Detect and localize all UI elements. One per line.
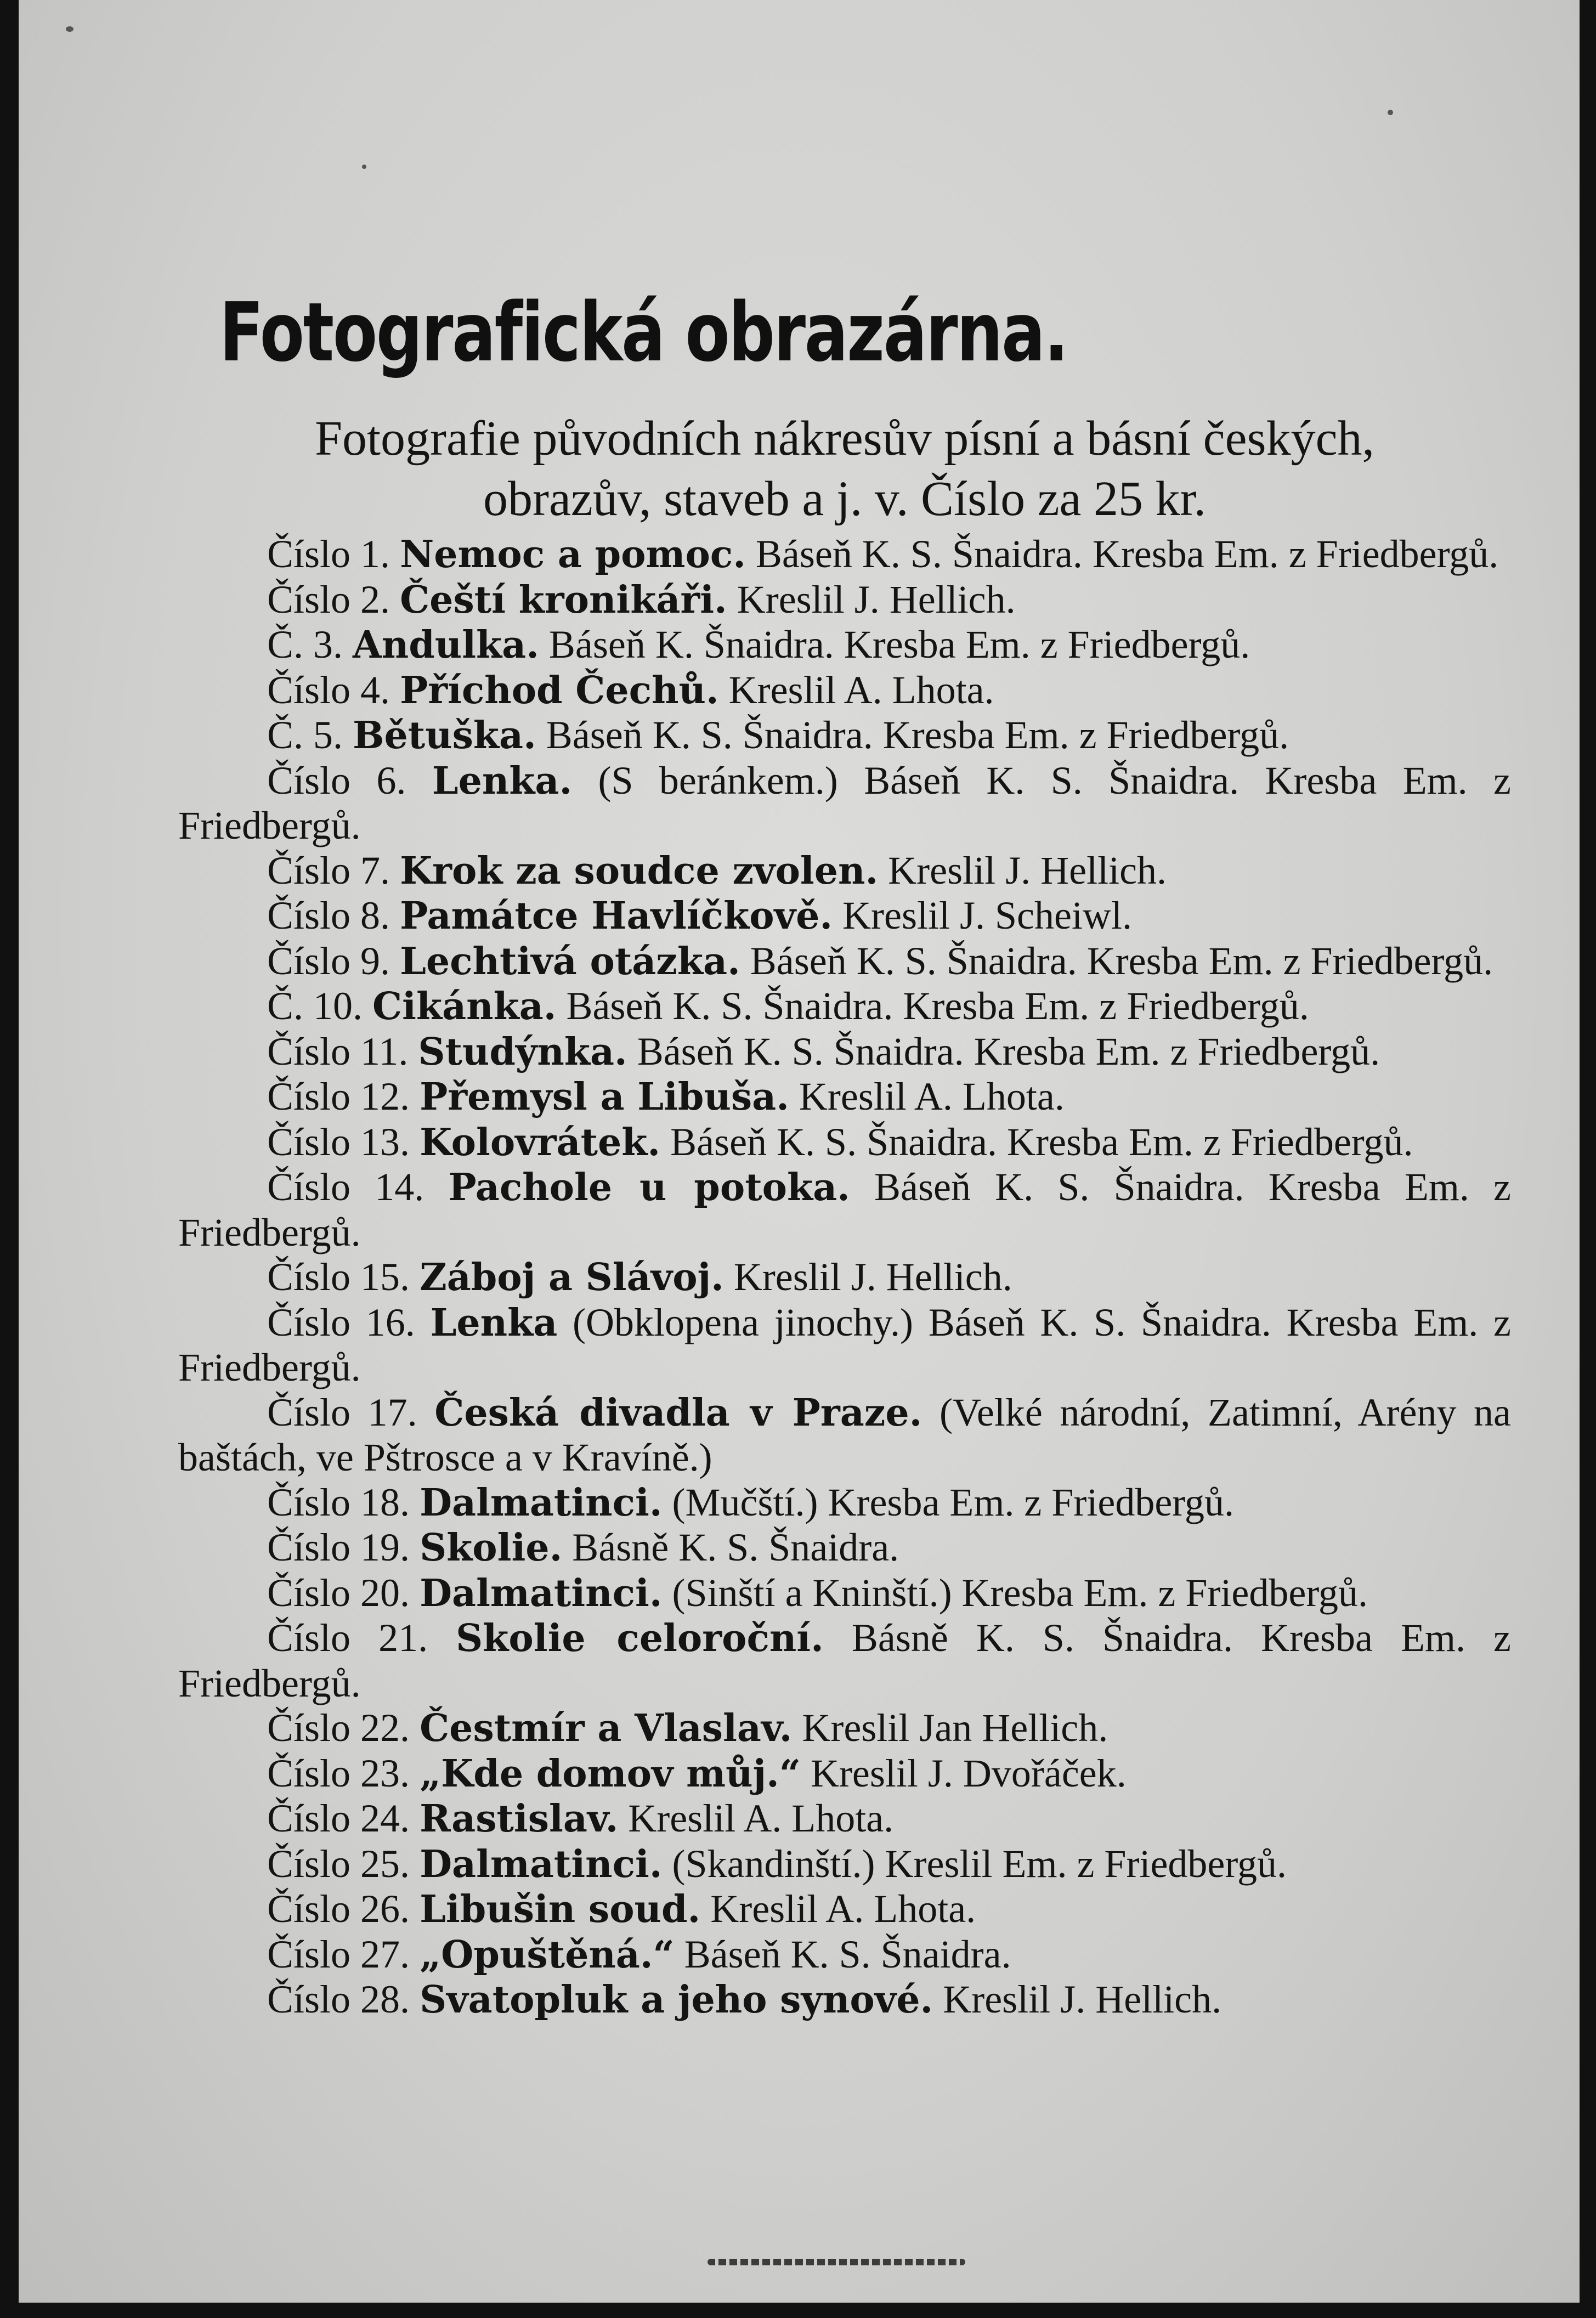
entry-number: Číslo 1.: [267, 532, 390, 576]
entry-text: Báseň K. S. Šnaidra. Kresba Em. z Friedbergů.: [750, 938, 1493, 983]
entry-title: Památce Havlíčkově.: [400, 894, 833, 938]
entry-text: Báseň K. Šnaidra. Kresba Em. z Friedbergů.: [548, 623, 1250, 666]
entry-title: Skolie celoroční.: [456, 1616, 824, 1660]
list-item: [178, 1706, 1511, 1751]
list-item: [178, 1571, 1511, 1616]
list-item: [178, 1932, 1511, 1978]
entry-title: Lenka.: [432, 759, 573, 803]
entry-text: Kreslil A. Lhota.: [628, 1796, 894, 1840]
entry-number: Číslo 26.: [267, 1887, 410, 1931]
entry-title: Čestmír a Vlaslav.: [420, 1706, 793, 1750]
entry-number: Číslo 12.: [267, 1075, 410, 1118]
entry-title: Pachole u potoka.: [448, 1166, 850, 1209]
list-item: [178, 1075, 1511, 1120]
list-item: [178, 1842, 1511, 1887]
list-item: [178, 1796, 1511, 1842]
entry-number: Číslo 21.: [267, 1616, 428, 1660]
entry-title: Skolie.: [420, 1526, 563, 1570]
entry-title: „Opuštěná.“: [420, 1932, 675, 1977]
entry-number: Číslo 28.: [267, 1977, 410, 2021]
entry-title: Přemysl a Libuša.: [420, 1075, 789, 1119]
entry-text: Báseň K. S. Šnaidra.: [684, 1932, 1011, 1976]
entry-text: Báseň K. S. Šnaidra. Kresba Em. z Friedbergů.: [637, 1029, 1380, 1073]
scan-edge-bottom: [0, 2303, 1596, 2318]
list-item: [178, 984, 1511, 1030]
entry-text: Báseň K. S. Šnaidra. Kresba Em. z Friedbergů.: [546, 713, 1289, 757]
entry-number: Číslo 9.: [267, 938, 390, 983]
entry-number: Číslo 4.: [267, 668, 390, 712]
entry-title: Bětuška.: [353, 714, 536, 757]
entry-title: „Kde domov můj.“: [420, 1751, 801, 1796]
entry-text: (S beránkem.) Báseň K. S. Šnaidra. Kresba Em. z Friedbergů.: [178, 758, 1511, 847]
entry-text: Básně K. S. Šnaidra.: [572, 1525, 899, 1569]
entry-title: Nemoc a pomoc.: [400, 533, 746, 576]
entry-number: Číslo 16.: [267, 1300, 415, 1344]
list-item: [178, 849, 1511, 894]
scan-speck: [1388, 110, 1393, 115]
entry-text: Kreslil J. Hellich.: [943, 1977, 1222, 2021]
entry-number: Č. 5.: [267, 713, 343, 757]
list-item: [178, 1525, 1511, 1571]
entry-title: Kolovrátek.: [420, 1120, 661, 1164]
entry-text: Báseň K. S. Šnaidra. Kresba Em. z Friedbergů.: [670, 1120, 1413, 1164]
entry-title: Dalmatinci.: [420, 1480, 663, 1525]
entry-text: (Velké národní, Zatimní, Arény na baštách, ve Pštrosce a v Kravíně.): [178, 1390, 1512, 1479]
entry-text: Kreslil Jan Hellich.: [802, 1706, 1108, 1750]
list-item: [178, 713, 1511, 759]
entry-number: Č. 10.: [267, 984, 363, 1028]
list-item: [178, 1977, 1511, 2023]
entry-text: Kreslil J. Hellich.: [733, 1255, 1012, 1299]
catalog-list: [178, 532, 1511, 2023]
entry-number: Číslo 20.: [267, 1570, 410, 1615]
ornamental-divider: [708, 2259, 965, 2265]
entry-text: (Mučští.) Kresba Em. z Friedbergů.: [672, 1480, 1234, 1524]
entry-number: Číslo 14.: [267, 1165, 425, 1209]
list-item: [178, 668, 1511, 714]
scan-speck: [66, 26, 73, 32]
entry-title: Dalmatinci.: [420, 1842, 663, 1886]
entry-text: Báseň K. S. Šnaidra. Kresba Em. z Friedbergů.: [178, 1165, 1512, 1254]
scan-speck: [362, 165, 366, 169]
entry-text: Básně K. S. Šnaidra. Kresba Em. z Friedbergů.: [178, 1616, 1511, 1705]
entry-number: Číslo 7.: [267, 848, 390, 892]
entry-number: Číslo 17.: [267, 1390, 417, 1434]
list-item: [178, 1301, 1511, 1390]
entry-title: Cikánka.: [372, 985, 557, 1028]
list-item: [178, 759, 1511, 849]
entry-number: Číslo 24.: [267, 1796, 410, 1840]
entry-text: Kreslil J. Hellich.: [737, 577, 1016, 621]
entry-text: Kreslil J. Dvořáček.: [810, 1751, 1127, 1795]
entry-text: Báseň K. S. Šnaidra. Kresba Em. z Friedbergů.: [566, 984, 1309, 1028]
entry-title: Krok za soudce zvolen.: [400, 849, 879, 893]
scan-edge-left: [0, 0, 19, 2318]
entry-number: Číslo 25.: [267, 1841, 410, 1886]
entry-title: Andulka.: [353, 623, 539, 667]
entry-number: Číslo 2.: [267, 577, 390, 621]
entry-title: Rastislav.: [420, 1797, 619, 1841]
list-item: [178, 939, 1511, 985]
list-item: [178, 1751, 1511, 1797]
entry-number: Číslo 19.: [267, 1525, 410, 1569]
subtitle-line-2: obrazův, staveb a j. v. Číslo za 25 kr.: [483, 472, 1206, 526]
entry-text: (Obklopena jinochy.) Báseň K. S. Šnaidra. Kresba Em. z Friedbergů.: [178, 1300, 1512, 1389]
entry-number: Číslo 15.: [267, 1255, 410, 1299]
page-title: Fotografická obrazárna.: [219, 285, 1068, 380]
list-item: [178, 578, 1511, 623]
entry-number: Č. 3.: [267, 623, 343, 666]
list-item: [178, 1480, 1511, 1526]
entry-text: Kreslil A. Lhota.: [710, 1887, 976, 1931]
entry-text: Kreslil A. Lhota.: [799, 1075, 1065, 1118]
entry-number: Číslo 27.: [267, 1932, 410, 1976]
entry-title: Česká divadla v Praze.: [434, 1390, 922, 1435]
entry-title: Lechtivá otázka.: [400, 939, 740, 983]
entry-text: (Skandinští.) Kreslil Em. z Friedbergů.: [672, 1841, 1287, 1886]
list-item: [178, 1030, 1511, 1075]
entry-text: Báseň K. S. Šnaidra. Kresba Em. z Friedbergů.: [755, 532, 1499, 576]
entry-text: Kreslil J. Scheiwl.: [842, 894, 1132, 937]
entry-number: Číslo 13.: [267, 1120, 410, 1164]
entry-title: Lenka: [430, 1301, 558, 1345]
entry-text: Kreslil A. Lhota.: [728, 668, 994, 712]
entry-title: Dalmatinci.: [420, 1571, 663, 1615]
entry-number: Číslo 11.: [267, 1029, 409, 1073]
list-item: [178, 623, 1511, 668]
entry-title: Libušin soud.: [420, 1887, 701, 1931]
subtitle: [178, 409, 1511, 529]
list-item: [178, 1390, 1511, 1480]
entry-title: Příchod Čechů.: [400, 668, 719, 713]
entry-text: Kreslil J. Hellich.: [888, 848, 1167, 892]
entry-title: Svatopluk a jeho synové.: [420, 1978, 933, 2022]
entry-title: Studýnka.: [418, 1030, 627, 1074]
entry-number: Číslo 8.: [267, 894, 390, 937]
scan-edge-right: [1580, 0, 1596, 2318]
list-item: [178, 532, 1511, 578]
entry-number: Číslo 22.: [267, 1706, 410, 1750]
entry-number: Číslo 18.: [267, 1480, 410, 1524]
entry-title: Záboj a Slávoj.: [420, 1256, 724, 1299]
list-item: [178, 1616, 1511, 1706]
entry-number: Číslo 23.: [267, 1751, 410, 1795]
entry-number: Číslo 6.: [267, 758, 406, 802]
list-item: [178, 894, 1511, 939]
entry-title: Čeští kronikáři.: [400, 578, 727, 622]
list-item: [178, 1887, 1511, 1932]
list-item: [178, 1165, 1511, 1255]
entry-text: (Sinští a Kninští.) Kresba Em. z Friedbergů.: [672, 1570, 1368, 1615]
subtitle-line-1: Fotografie původních nákresův písní a básní českých,: [314, 411, 1375, 466]
list-item: [178, 1120, 1511, 1166]
list-item: [178, 1255, 1511, 1301]
